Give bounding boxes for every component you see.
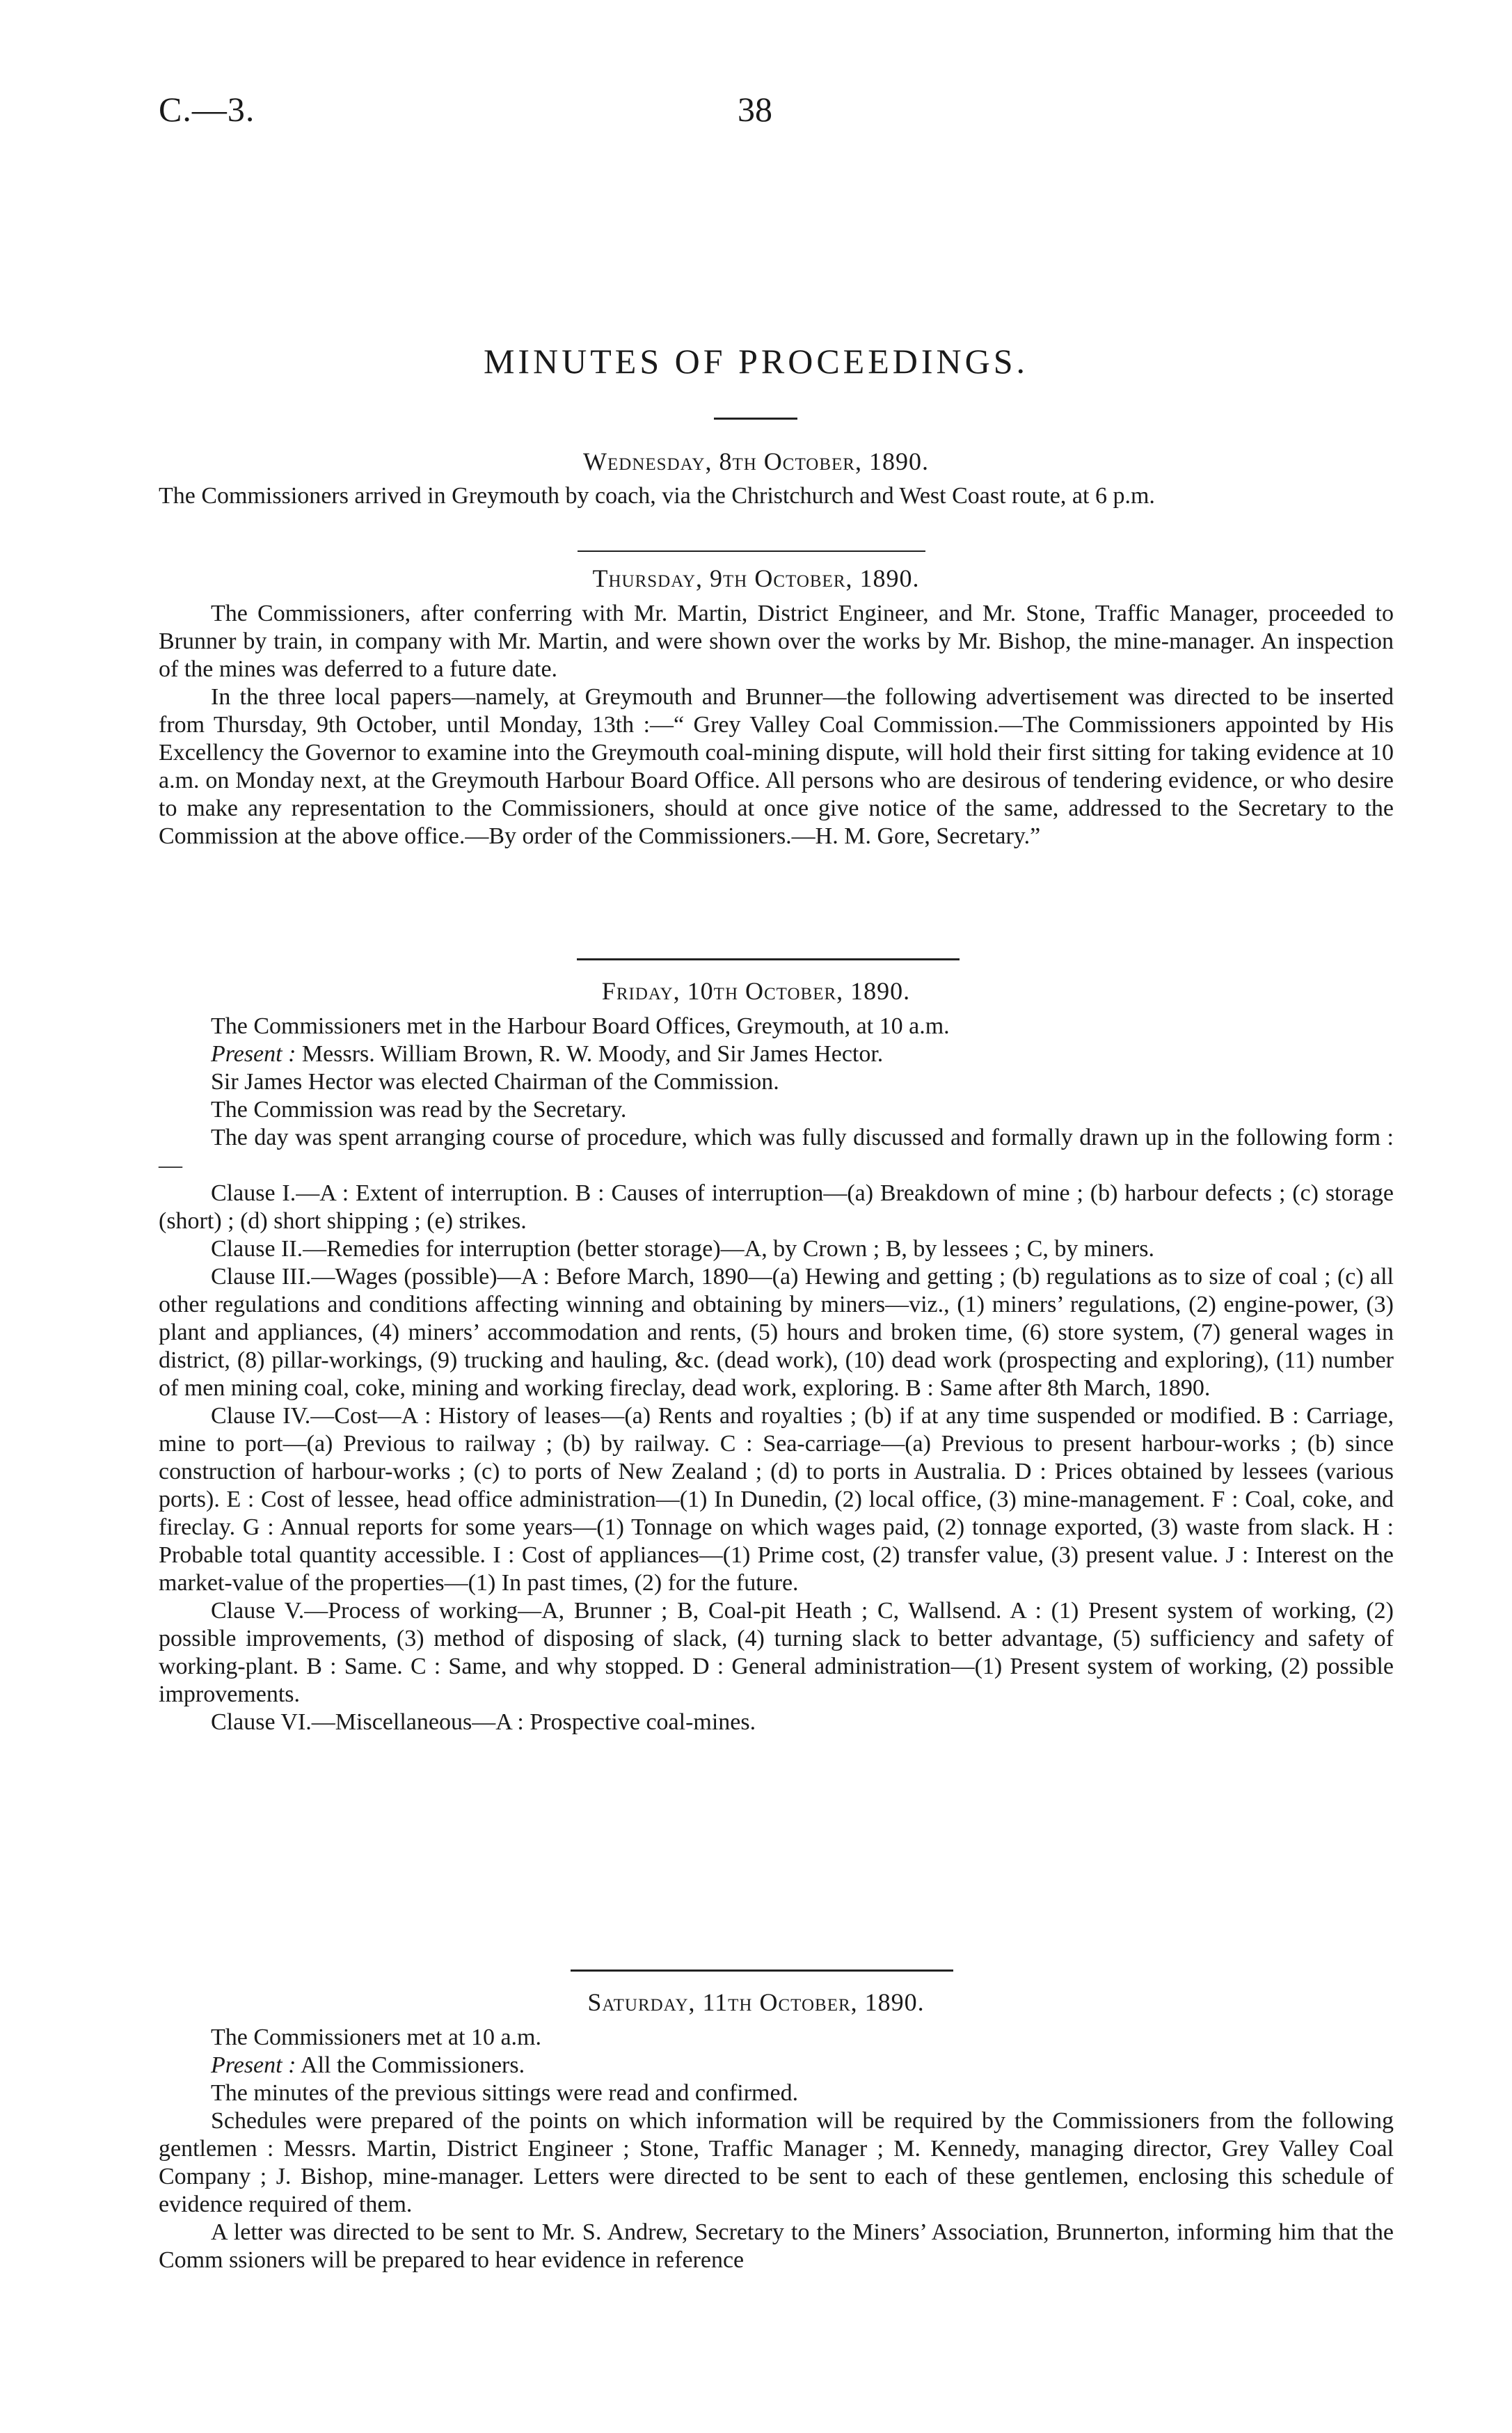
present-label: Present : xyxy=(211,1041,296,1067)
document-reference: C.—3. xyxy=(159,90,255,129)
title-divider xyxy=(714,418,797,420)
present-line xyxy=(159,2052,1394,2079)
paragraph: The Commissioners arrived in Greymouth by coach, via the Christchurch and West Coast route, at 6 p.m. xyxy=(159,483,1155,509)
present-names: All the Commissioners. xyxy=(301,2052,525,2078)
paragraph: The Commission was read by the Secretary. xyxy=(211,1097,627,1123)
page-number: 38 xyxy=(738,90,772,129)
clause-4: Clause IV.—Cost—A : History of leases—(a) Rents and royalties ; (b) if at any time suspended or modified. B : Carriage, mine to port—(a) Previous to railway ; (b) by railway. C : Sea-carriage—(a) Previous to present harbour-works ; (b) since construction of harbour-works ; (c) to ports of New Zealand ; (d) to ports in Australia. D : Prices obtained by lessees (various ports). E : Cost of lessee, head office administration—(1) In Dunedin, (2) local office, (3) mine-management. F : Coal, coke, and fireclay. G : Annual reports for some years—(1) Tonnage on which wages paid, (2) tonnage exported, (3) waste from slack. H : Probable total quantity accessible. I : Cost of appliances—(1) Prime cost, (2) transfer value, (3) present value. J : Interest on the market-value of the properties—(1) In past times, (2) for the future. xyxy=(159,1403,1394,1596)
clause-1: Clause I.—A : Extent of interruption. B : Causes of interruption—(a) Breakdown of mine ; (b) harbour defects ; (c) storage (short) ; (d) short shipping ; (e) strikes. xyxy=(159,1180,1394,1234)
clause-5: Clause V.—Process of working—A, Brunner ; B, Coal-pit Heath ; C, Wallsend. A : (1) Present system of working, (2) possible improvements, (3) method of disposing of slack, (4) turning slack to better advantage, (5) sufficiency and safety of working-plant. B : Same. C : Same, and why stopped. D : General administration—(1) Present system of working, (2) possible improvements. xyxy=(159,1598,1394,1707)
paragraph: The minutes of the previous sittings were read and confirmed. xyxy=(211,2080,799,2106)
section-saturday xyxy=(159,2024,1394,2274)
date-heading-friday: Friday, 10th October, 1890. xyxy=(601,977,911,1005)
paragraph: Schedules were prepared of the points on which information will be required by the Commissioners from the following gentlemen : Messrs. Martin, District Engineer ; Stone, Traffic Manager ; M. Kennedy, managing director, Grey Valley Coal Company ; J. Bishop, mine-manager. Letters were directed to be sent to each of these gentlemen, enclosing this schedule of evidence required of them. xyxy=(159,2108,1394,2217)
section-divider xyxy=(571,1970,953,1972)
paragraph: The Commissioners met in the Harbour Board Offices, Greymouth, at 10 a.m. xyxy=(211,1013,950,1039)
present-label: Present : xyxy=(211,2052,296,2078)
paragraph: The Commissioners met at 10 a.m. xyxy=(211,2024,541,2050)
paragraph: The Commissioners, after conferring with Mr. Martin, District Engineer, and Mr. Stone, Traffic Manager, proceeded to Brunner by train, in company with Mr. Martin, and were shown over the works by Mr. Bishop, the mine-manager. An inspection of the mines was deferred to a future date. xyxy=(159,601,1394,682)
date-heading-saturday: Saturday, 11th October, 1890. xyxy=(587,1988,925,2016)
paragraph: The day was spent arranging course of procedure, which was fully discussed and formally drawn up in the following form :— xyxy=(159,1125,1394,1178)
section-divider xyxy=(577,958,960,960)
paragraph: A letter was directed to be sent to Mr. S. Andrew, Secretary to the Miners’ Association, Brunnerton, informing him that the Comm ssioners will be prepared to hear evidence in reference xyxy=(159,2219,1394,2273)
clause-6: Clause VI.—Miscellaneous—A : Prospective coal-mines. xyxy=(211,1709,756,1735)
clause-3: Clause III.—Wages (possible)—A : Before March, 1890—(a) Hewing and getting ; (b) regulations as to size of coal ; (c) all other regulations and conditions affecting winning and obtaining by miners—viz., (1) miners’ regulations, (2) engine-power, (3) plant and appliances, (4) miners’ accommodation and rents, (5) hours and broken time, (6) store system, (7) general wages in district, (8) pillar-workings, (9) trucking and hauling, &c. (dead work), (10) dead work (prospecting and exploring), (11) number of men mining coal, coke, mining and working fireclay, dead work, exploring. B : Same after 8th March, 1890. xyxy=(159,1264,1394,1401)
section-thursday xyxy=(159,600,1394,850)
present-names: Messrs. William Brown, R. W. Moody, and Sir James Hector. xyxy=(301,1041,884,1067)
date-heading-wednesday: Wednesday, 8th October, 1890. xyxy=(583,447,929,475)
clause-2: Clause II.—Remedies for interruption (better storage)—A, by Crown ; B, by lessees ; C, by miners. xyxy=(211,1236,1154,1262)
section-wednesday xyxy=(159,482,1394,510)
paragraph: Sir James Hector was elected Chairman of the Commission. xyxy=(211,1069,779,1095)
present-line xyxy=(159,1040,1394,1068)
page-title: MINUTES OF PROCEEDINGS. xyxy=(483,342,1029,381)
date-heading-thursday: Thursday, 9th October, 1890. xyxy=(592,564,920,592)
section-divider xyxy=(578,550,925,552)
section-friday xyxy=(159,1013,1394,1736)
paragraph-advertisement: In the three local papers—namely, at Greymouth and Brunner—the following advertisement was directed to be inserted from Thursday, 9th October, until Monday, 13th :—“ Grey Valley Coal Commission.—The Commissioners appointed by His Excellency the Governor to examine into the Greymouth coal-mining dispute, will hold their first sitting for taking evidence at 10 a.m. on Monday next, at the Greymouth Harbour Board Office. All persons who are desirous of tendering evidence, or who desire to make any representation to the Commissioners, should at once give notice of the same, addressed to the Secretary to the Commission at the above office.—By order of the Commissioners.—H. M. Gore, Secretary.” xyxy=(159,684,1394,849)
